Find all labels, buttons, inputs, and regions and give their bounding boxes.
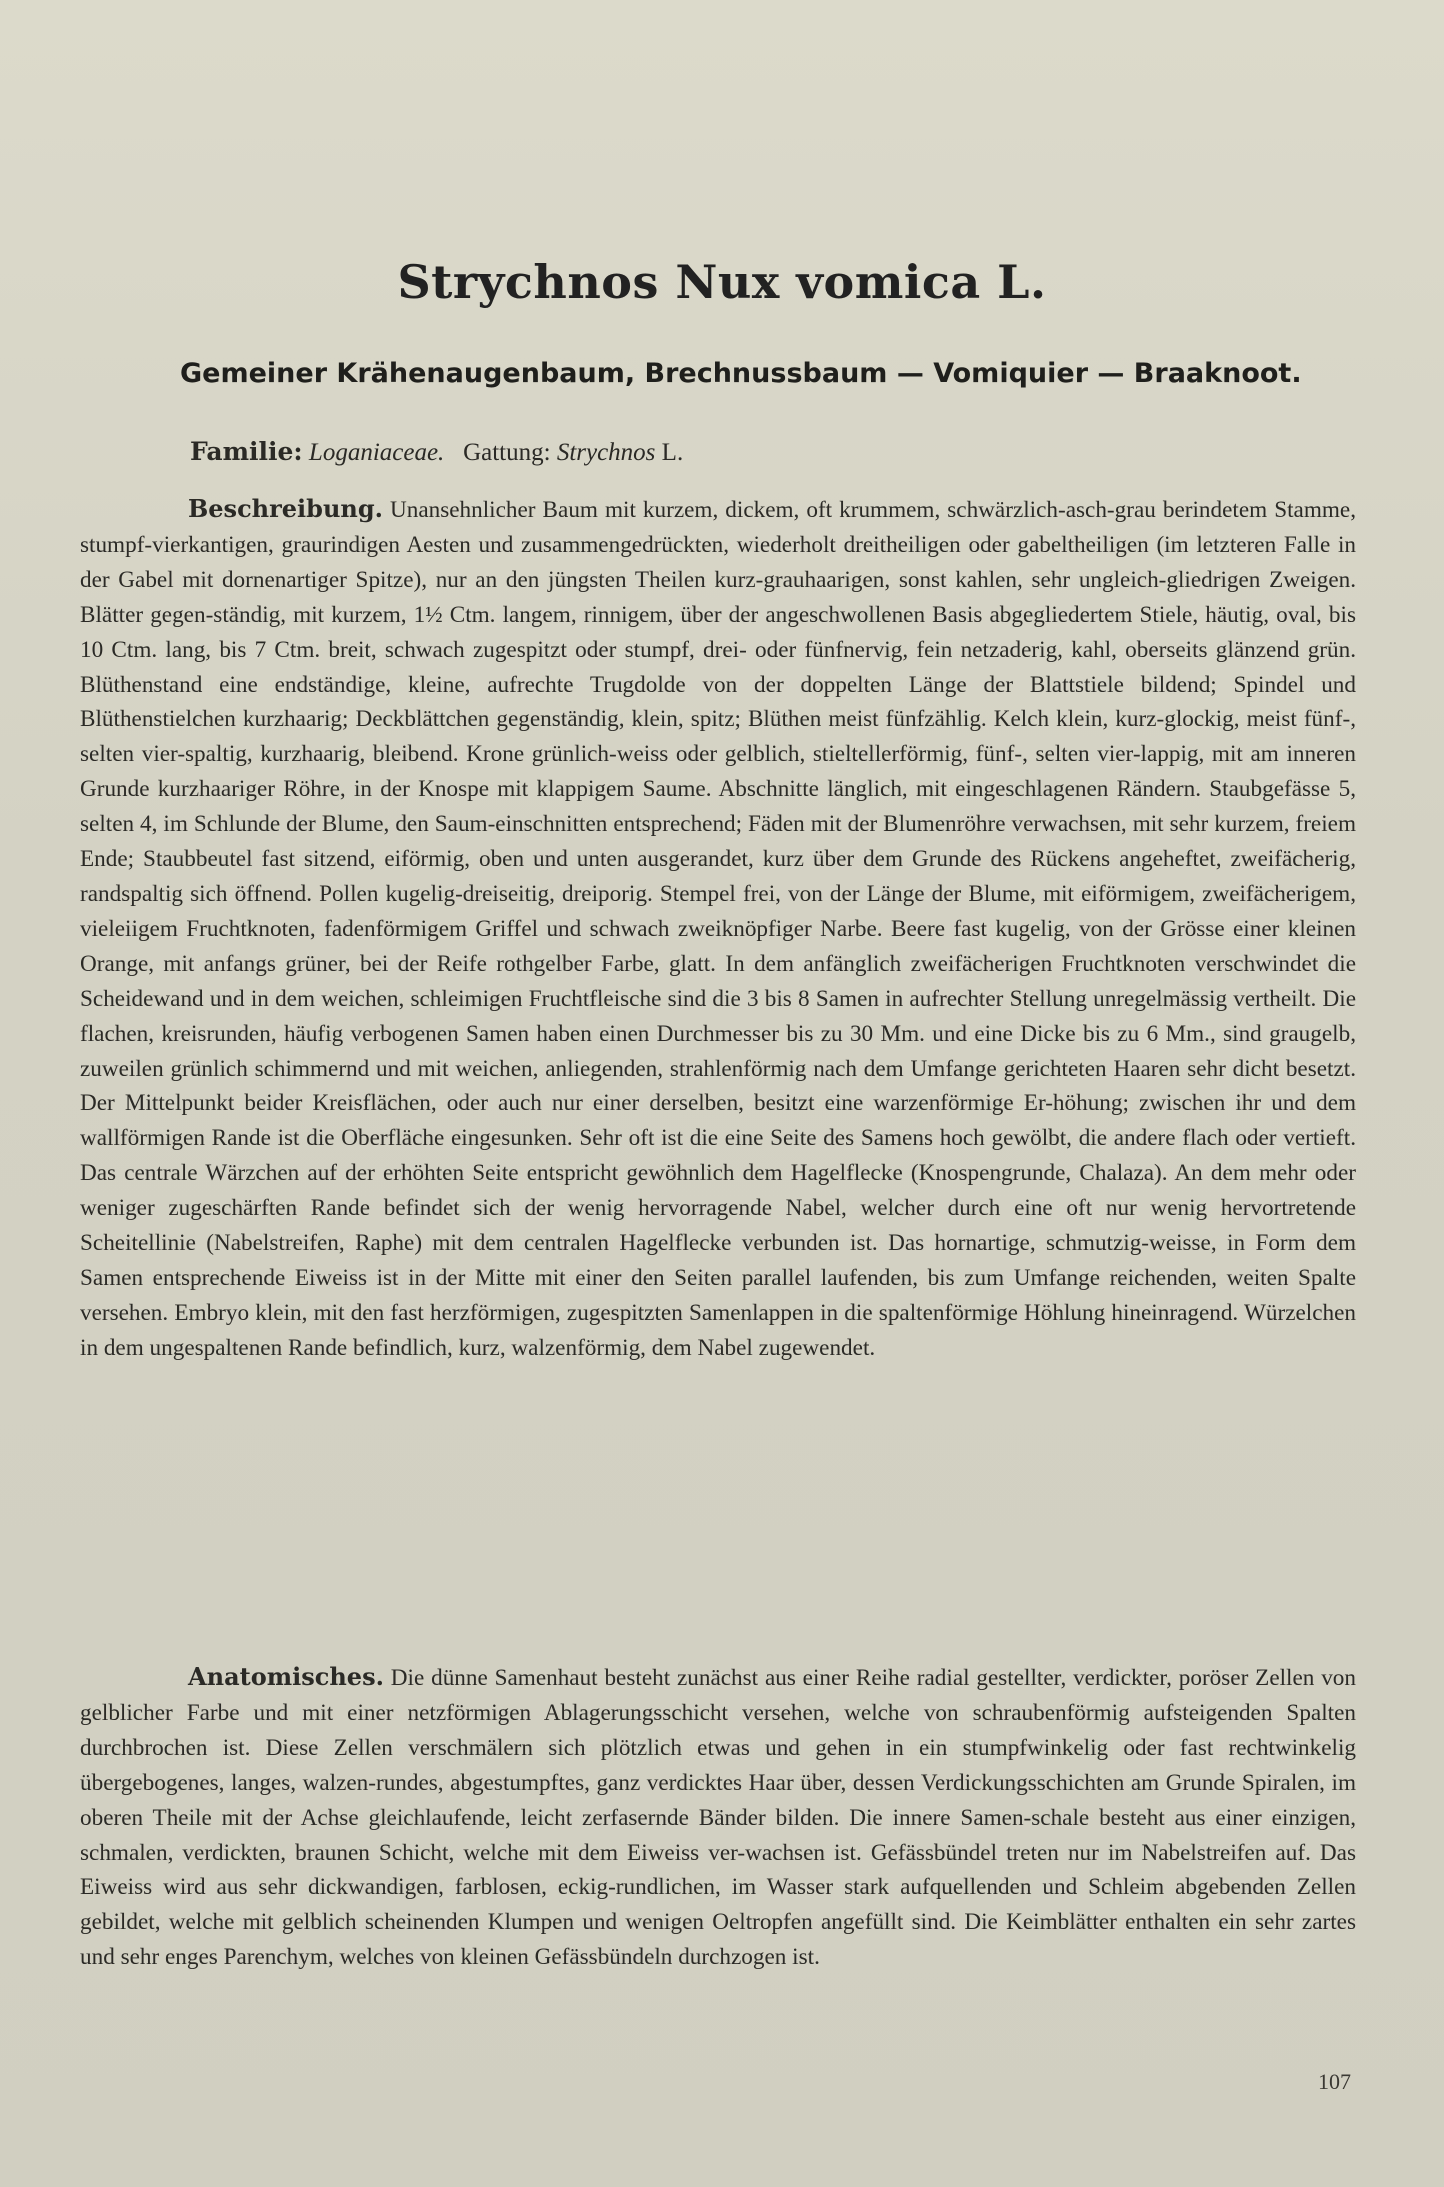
genus-author: L. <box>661 439 684 466</box>
genus-value: Strychnos <box>556 439 656 466</box>
description-section <box>80 492 1356 1366</box>
taxonomy-line <box>190 437 683 467</box>
description-text: Unansehnlicher Baum mit kurzem, dickem, oft krummem, schwärzlich-asch-grau berindetem Stamme, stumpf-vierkantigen, graurindigen Aesten und zusammengedrückten, wiederholt dreitheiligen oder gabeltheiligen (im letzteren Falle in der Gabel mit dornenartiger Spitze), nur an den jüngsten Theilen kurz-grauhaarigen, sonst kahlen, sehr ungleich-gliedrigen Zweigen. Blätter gegen-ständig, mit kurzem, 1½ Ctm. langem, rinnigem, über der angeschwollenen Basis abgegliedertem Stiele, häutig, oval, bis 10 Ctm. lang, bis 7 Ctm. breit, schwach zugespitzt oder stumpf, drei- oder fünfnervig, fein netzaderig, kahl, oberseits glänzend grün. Blüthenstand eine endständige, kleine, aufrechte Trugdolde von der doppelten Länge der Blattstiele bildend; Spindel und Blüthenstielchen kurzhaarig; Deckblättchen gegenständig, klein, spitz; Blüthen meist fünfzählig. Kelch klein, kurz-glockig, meist fünf-, selten vier-spaltig, kurzhaarig, bleibend. Krone grünlich-weiss oder gelblich, stieltellerförmig, fünf-, selten vier-lappig, mit am inneren Grunde kurzhaariger Röhre, in der Knospe mit klappigem Saume. Abschnitte länglich, mit eingeschlagenen Rändern. Staubgefässe 5, selten 4, im Schlunde der Blume, den Saum-einschnitten entsprechend; Fäden mit der Blumenröhre verwachsen, mit sehr kurzem, freiem Ende; Staubbeutel fast sitzend, eiförmig, oben und unten ausgerandet, kurz über dem Grunde des Rückens angeheftet, zweifächerig, randspaltig sich öffnend. Pollen kugelig-dreiseitig, dreiporig. Stempel frei, von der Länge der Blume, mit eiförmigem, zweifächerigem, vieleiigem Fruchtknoten, fadenförmigem Griffel und schwach zweiknöpfiger Narbe. Beere fast kugelig, von der Grösse einer kleinen Orange, mit anfangs grüner, bei der Reife rothgelber Farbe, glatt. In dem anfänglich zweifächerigen Fruchtknoten verschwindet die Scheidewand und in dem weichen, schleimigen Fruchtfleische sind die 3 bis 8 Samen in aufrechter Stellung unregelmässig vertheilt. Die flachen, kreisrunden, häufig verbogenen Samen haben einen Durchmesser bis zu 30 Mm. und eine Dicke bis zu 6 Mm., sind graugelb, zuweilen grünlich schimmernd und mit weichen, anliegenden, strahlenförmig nach dem Umfange gerichteten Haaren sehr dicht besetzt. Der Mittelpunkt beider Kreisflächen, oder auch nur einer derselben, besitzt eine warzenförmige Er-höhung; zwischen ihr und dem wallförmigen Rande ist die Oberfläche eingesunken. Sehr oft ist die eine Seite des Samens hoch gewölbt, die andere flach oder vertieft. Das centrale Wärzchen auf der erhöhten Seite entspricht gewöhnlich dem Hagelflecke (Knospengrunde, Chalaza). An dem mehr oder weniger zugeschärften Rande befindet sich der wenig hervorragende Nabel, welcher durch eine oft nur wenig hervortretende Scheitellinie (Nabelstreifen, Raphe) mit dem centralen Hagelflecke verbunden ist. Das hornartige, schmutzig-weisse, in Form dem Samen entsprechende Eiweiss ist in der Mitte mit einer den Seiten parallel laufenden, bis zum Umfange reichenden, weiten Spalte versehen. Embryo klein, mit den fast herzförmigen, zugespitzten Samenlappen in die spaltenförmige Höhlung hineinragend. Würzelchen in dem ungespaltenen Rande befindlich, kurz, walzenförmig, dem Nabel zugewendet. <box>80 497 1356 1361</box>
anatomy-text: Die dünne Samenhaut besteht zunächst aus einer Reihe radial gestellter, verdickter, poröser Zellen von gelblicher Farbe und mit einer netzförmigen Ablagerungsschicht versehen, welche von schraubenförmig aufsteigenden Spalten durchbrochen ist. Diese Zellen verschmälern sich plötzlich etwas und gehen in ein stumpfwinkelig oder fast rechtwinkelig übergebogenes, langes, walzen-rundes, abgestumpftes, ganz verdicktes Haar über, dessen Verdickungsschichten am Grunde Spiralen, im oberen Theile mit der Achse gleichlaufende, leicht zerfasernde Bänder bilden. Die innere Samen-schale besteht aus einer einzigen, schmalen, verdickten, braunen Schicht, welche mit dem Eiweiss ver-wachsen ist. Gefässbündel treten nur im Nabelstreifen auf. Das Eiweiss wird aus sehr dickwandigen, farblosen, eckig-rundlichen, im Wasser stark aufquellenden und Schleim abgebenden Zellen gebildet, welche mit gelblich scheinenden Klumpen und wenigen Oeltropfen angefüllt sind. Die Keimblätter enthalten ein sehr zartes und sehr enges Parenchym, welches von kleinen Gefässbündeln durchzogen ist. <box>80 1665 1356 1971</box>
genus-label: Gattung: <box>463 439 551 466</box>
anatomy-section <box>80 1660 1356 1975</box>
description-heading: Beschreibung. <box>188 494 383 523</box>
page-number: 107 <box>1318 2069 1351 2094</box>
family-label: Familie: <box>190 437 303 466</box>
family-value: Loganiaceae. <box>308 439 445 466</box>
anatomy-heading: Anatomisches. <box>188 1662 384 1691</box>
common-names-subtitle: Gemeiner Krähenaugenbaum, Brechnussbaum — Vomiquier — Braaknoot. <box>180 358 1302 389</box>
page-title: Strychnos Nux vomica L. <box>397 255 1047 309</box>
